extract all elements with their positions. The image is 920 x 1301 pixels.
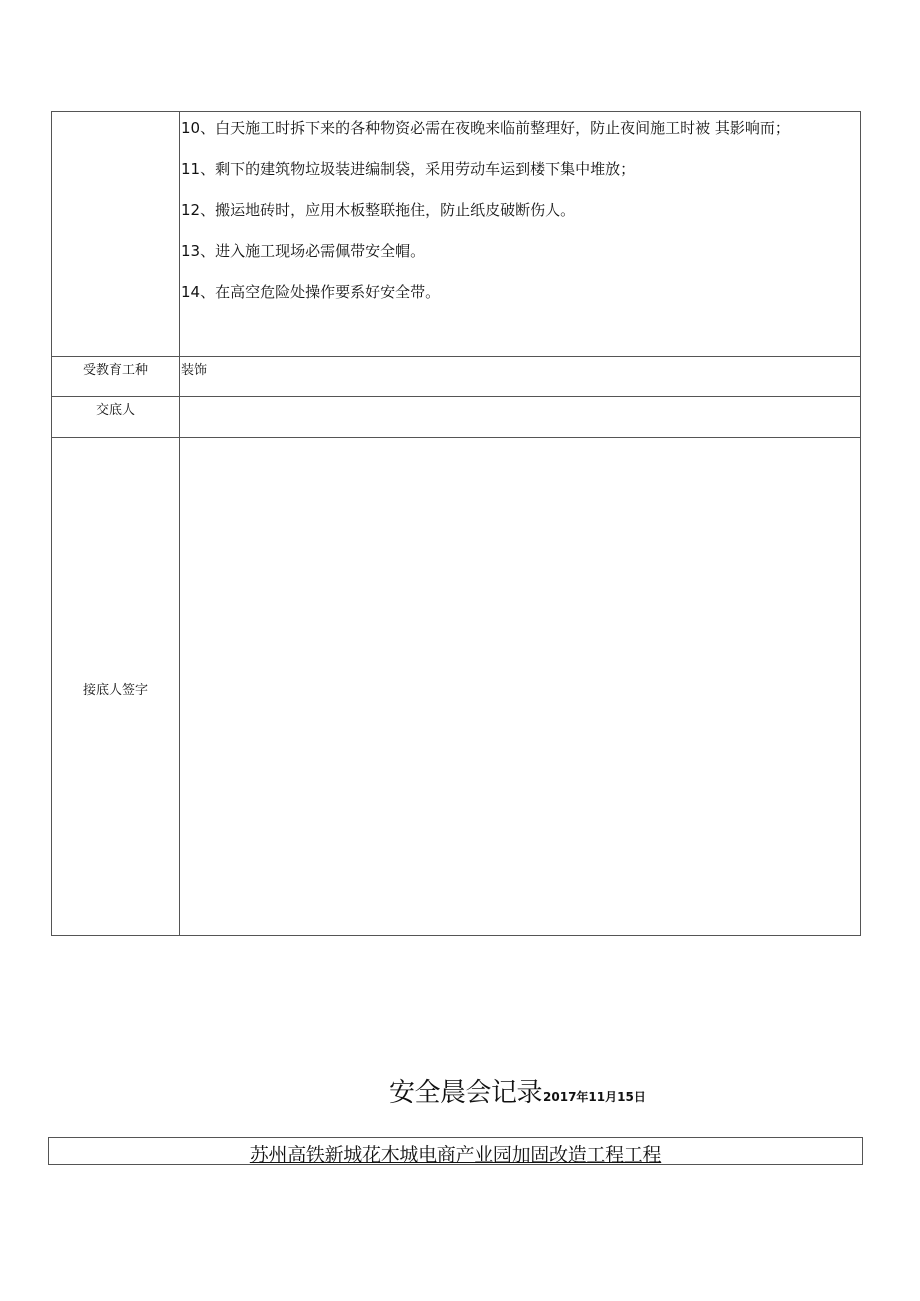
instruction-item-12: 12、搬运地砖时，应用木板整联拖住，防止纸皮破断伤人。: [181, 201, 576, 219]
instruction-item-14: 14、在高空危险处操作要系好安全带。: [181, 283, 441, 301]
row-divider-3: [51, 437, 861, 438]
record-heading: [389, 1072, 646, 1109]
instruction-item-11: 11、剩下的建筑物垃圾装进编制袋，采用劳动车运到楼下集中堆放；: [181, 160, 636, 178]
instruction-item-10: 10、白天施工时拆下来的各种物资必需在夜晚来临前整理好，防止夜间施工时被 其影响而；: [181, 119, 790, 137]
record-title: 安全晨会记录: [389, 1078, 543, 1108]
safety-instructions: [181, 117, 861, 303]
project-name: 苏州高铁新城花木城电商产业园加固改造工程工程: [249, 1144, 662, 1166]
table-left-border: [51, 111, 52, 936]
trade-label: 受教育工种: [82, 363, 148, 378]
row-divider-2: [51, 396, 861, 397]
record-date: 2017年11月15日: [543, 1090, 646, 1104]
trade-value: 装饰: [181, 363, 208, 378]
signature-label: 接底人签字: [82, 683, 148, 698]
instruction-item-13: 13、进入施工现场必需佩带安全帽。: [181, 242, 426, 260]
table-top-border: [51, 111, 861, 112]
row-divider-1: [51, 356, 861, 357]
briefer-label: 交底人: [95, 403, 135, 418]
project-name-box: [48, 1137, 863, 1165]
table-column-divider: [179, 111, 180, 936]
table-bottom-border: [51, 935, 861, 936]
